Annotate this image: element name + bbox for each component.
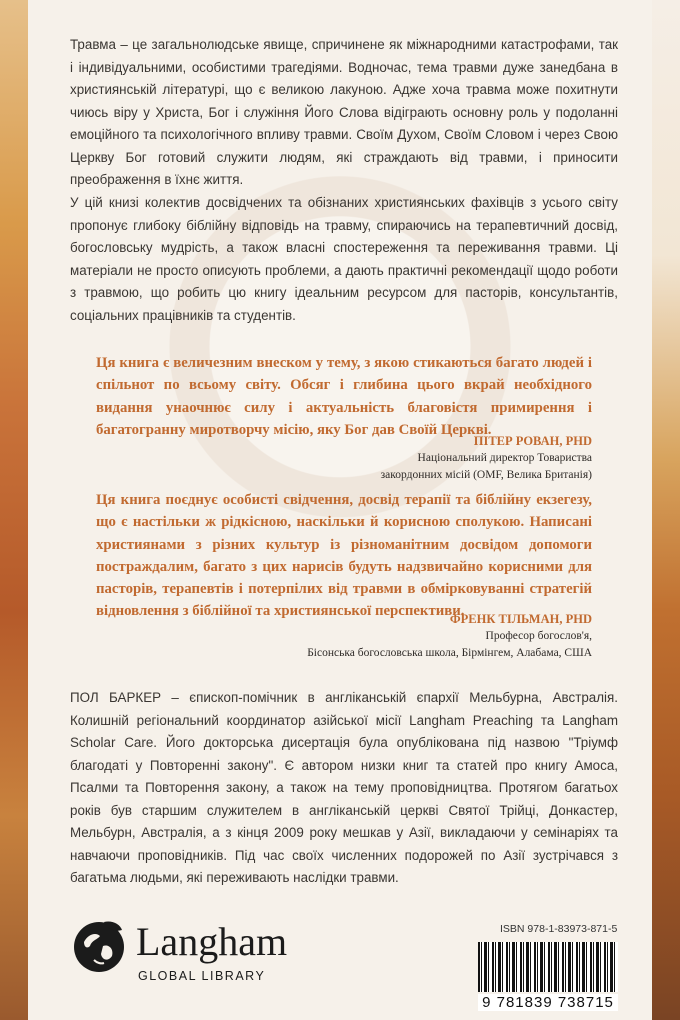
- endorser-name: ПІТЕР РОВАН, PHD: [473, 434, 592, 448]
- endorser-role: Професор богослов'я,: [485, 630, 592, 642]
- endorser-name: ФРЕНК ТІЛЬМАН, PHD: [449, 612, 592, 626]
- cover-art-right-strip: [652, 0, 680, 1020]
- intro-paragraph-1: Травма – це загальнолюдське явище, спричинене як міжнародними катастрофами, так і індивідуальними, особистими трагедіями. Водночас, тема травми дуже занедбана в християнській літературі, що є великою лакуною. Адже хоча травма може похитнути чиюсь віру у Христа, Бог і служіння Його Слова відіграють основну роль у подоланні емоційного та психологічного впливу травми. Своїм Духом, Своїм Словом і через Свою Церкву Бог готовий служити людям, які страждають від травми, і приносити преображення в їхнє життя.: [70, 37, 618, 187]
- endorsement-attribution-1: [381, 433, 592, 484]
- barcode-number: 9 781839 738715: [478, 994, 618, 1011]
- endorsement-quote-1: Ця книга є величезним внеском у тему, з якою стикаються багато людей і спільнот по всьому світу. Обсяг і глибина цього вкрай необхідного видання унаочнює силу і актуальність благовістя примирення і багатогранну миротворчу місію, яку Бог дав Своїй Церкві.: [96, 355, 592, 438]
- endorsement-attribution-2: [307, 611, 592, 662]
- barcode: [478, 942, 618, 992]
- cover-art-left-strip: [0, 0, 28, 1020]
- intro-paragraph-2: У цій книзі колектив досвідчених та обізнаних християнських фахівців з усього світу пропонує глибоку біблійну відповідь на травму, спираючись на терапевтичний досвід, богословську мудрість, а також власні спостереження та переживання травми. Ці матеріали не просто описують проблеми, а дають практичні рекомендації щодо роботи з травмою, що робить цю книгу ідеальним ресурсом для пасторів, консультантів, соціальних працівників та студентів.: [70, 195, 618, 323]
- publisher-subtitle: GLOBAL LIBRARY: [138, 969, 266, 983]
- endorsement-quote-2: Ця книга поєднує особисті свідчення, досвід терапії та біблійну екзегезу, що є настільки ж рідкісною, наскільки й корисною сполукою. Написані християнами з різних культур із різноманітним досвідом допомоги постраждалим, багато з цих нарисів будуть надзвичайно корисними для пасторів, терапевтів і потерпілих від травми в обмірковуванні стратегій відновлення з біблійної та християнської перспективи.: [96, 492, 592, 620]
- endorser-role: закордонних місій (OMF, Велика Британія): [380, 469, 592, 481]
- endorser-role: Бісонська богословська школа, Бірмінгем, Алабама, США: [307, 647, 592, 659]
- publisher-name: Langham: [136, 919, 288, 964]
- globe-leaf-icon: [70, 916, 128, 974]
- isbn-label: ISBN 978-1-83973-871-5: [500, 923, 618, 935]
- endorser-role: Національний директор Товариства: [417, 452, 592, 464]
- author-bio: ПОЛ БАРКЕР – єпископ-помічник в англіканській єпархії Мельбурна, Австралія. Колишній регіональний координатор азійської місії Langham Preaching та Langham Scholar Care. Його докторська дисертація була опублікована під назвою "Тріумф благодаті у Повторенні закону". Є автором низки книг та статей про книгу Амоса, Псалми та Повторення закону, а також на тему проповідництва. Протягом багатьох років був старшим служителем в англіканській церкві Святої Трійці, Донкастер, Мельбурн, Австралія, а з кінця 2009 року мешкав у Азії, викладаючи у семінаріях та навчаючи проповідників. Під час своїх численних подорожей по Азії зустрічався з багатьма людьми, які переживають наслідки травми.: [70, 690, 618, 885]
